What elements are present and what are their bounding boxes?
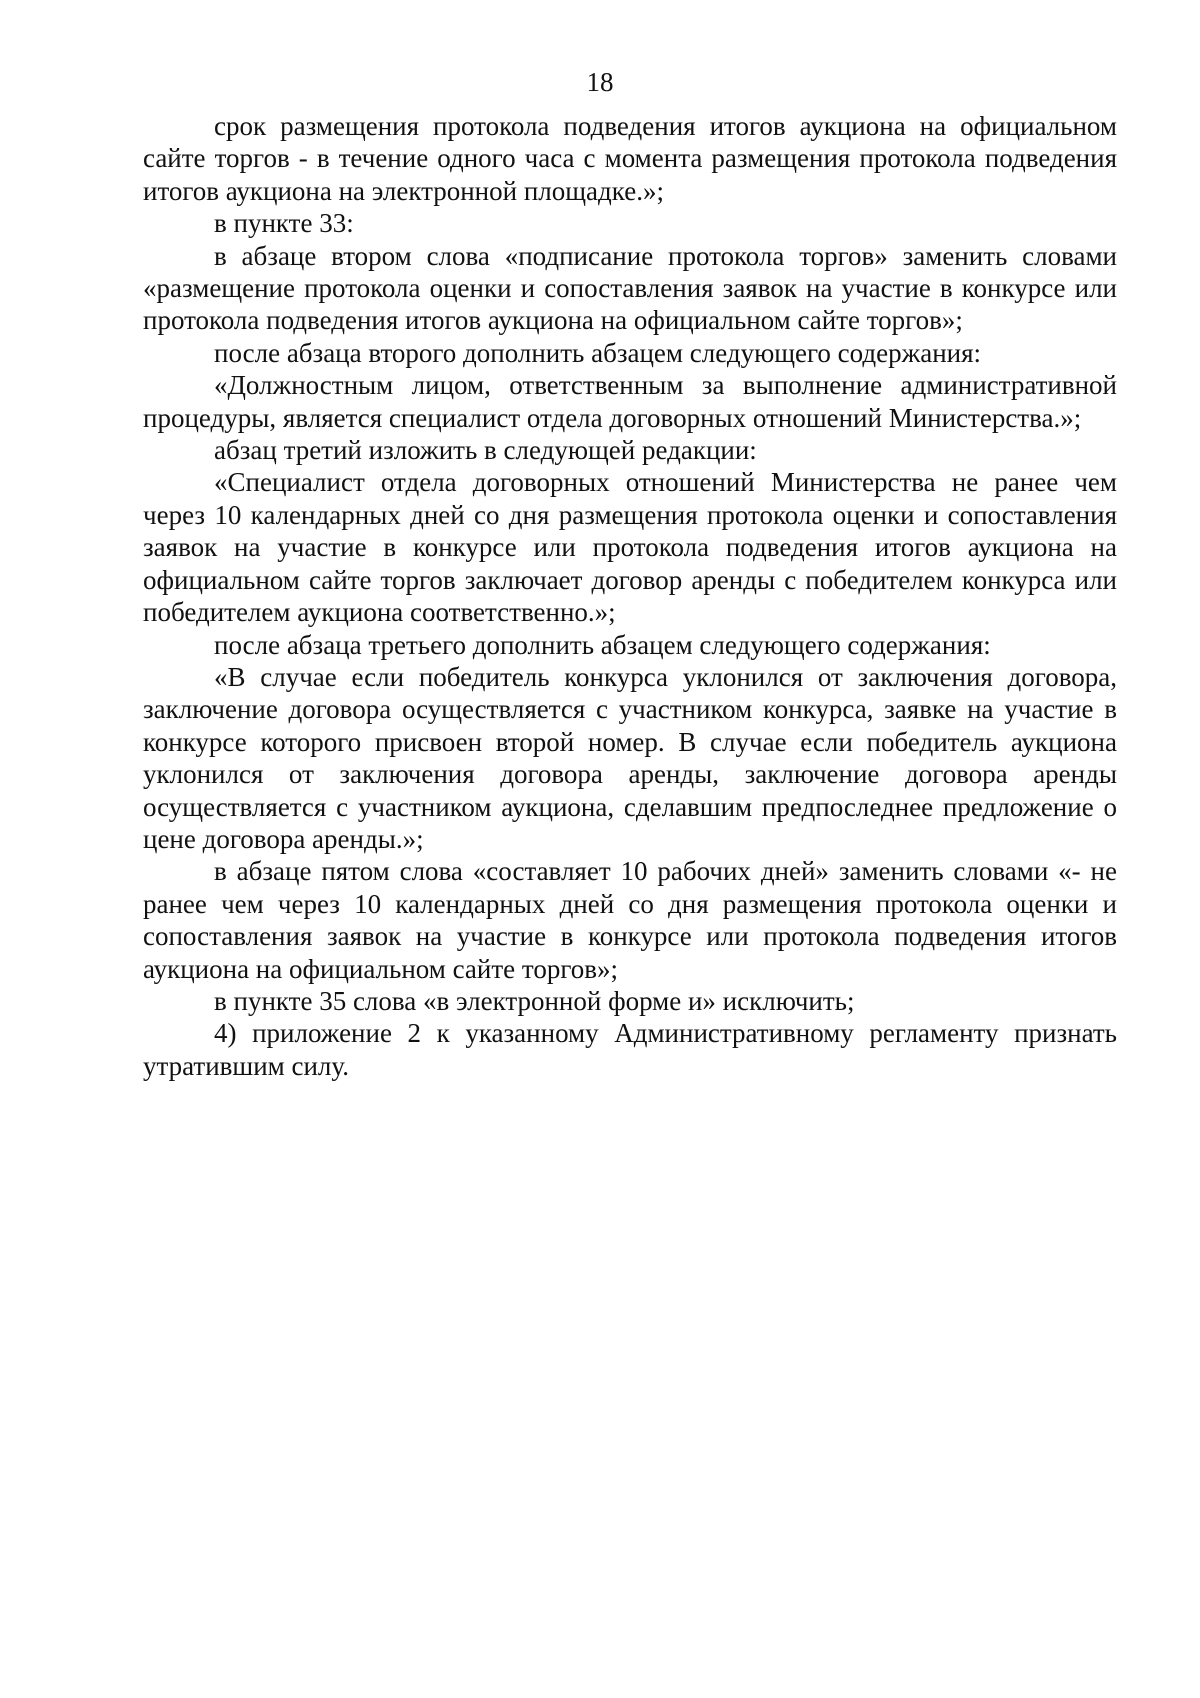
paragraph-12: 4) приложение 2 к указанному Административному регламенту признать утратившим силу.	[143, 1018, 1117, 1081]
paragraph-7: «Специалист отдела договорных отношений Министерства не ранее чем через 10 календарных дней со дня размещения протокола оценки и сопоставления заявок на участие в конкурсе или протокола подведения итогов аукциона на официальном сайте торгов заключает договор аренды с победителем конкурса или победителем аукциона соответственно.»;	[143, 467, 1117, 628]
paragraph-6: абзац третий изложить в следующей редакции:	[214, 435, 757, 466]
paragraph-2: в пункте 33:	[214, 208, 354, 239]
paragraph-10: в абзаце пятом слова «составляет 10 рабочих дней» заменить словами «- не ранее чем через 10 календарных дней со дня размещения протокола оценки и сопоставления заявок на участие в конкурсе или протокола подведения итогов аукциона на официальном сайте торгов»;	[143, 856, 1117, 984]
paragraph-9: «В случае если победитель конкурса уклонился от заключения договора, заключение договора осуществляется с участником конкурса, заявке на участие в конкурсе которого присвоен второй номер. В случае если победитель аукциона уклонился от заключения договора аренды, заключение договора аренды осуществляется с участником аукциона, сделавшим предпоследнее предложение о цене договора аренды.»;	[143, 661, 1117, 854]
paragraph-8: после абзаца третьего дополнить абзацем следующего содержания:	[214, 629, 991, 660]
paragraph-3: в абзаце втором слова «подписание протокола торгов» заменить словами «размещение протокола оценки и сопоставления заявок на участие в конкурсе или протокола подведения итогов аукциона на официальном сайте торгов»;	[143, 240, 1117, 336]
paragraph-5: «Должностным лицом, ответственным за выполнение административной процедуры, является специалист отдела договорных отношений Министерства.»;	[143, 370, 1117, 433]
paragraph-4: после абзаца второго дополнить абзацем следующего содержания:	[214, 337, 982, 368]
document-body	[143, 110, 1117, 1082]
page-number: 18	[586, 67, 614, 97]
paragraph-11: в пункте 35 слова «в электронной форме и» исключить;	[214, 985, 855, 1016]
paragraph-1: срок размещения протокола подведения итогов аукциона на официальном сайте торгов - в течение одного часа с момента размещения протокола подведения итогов аукциона на электронной площадке.»;	[143, 111, 1117, 206]
